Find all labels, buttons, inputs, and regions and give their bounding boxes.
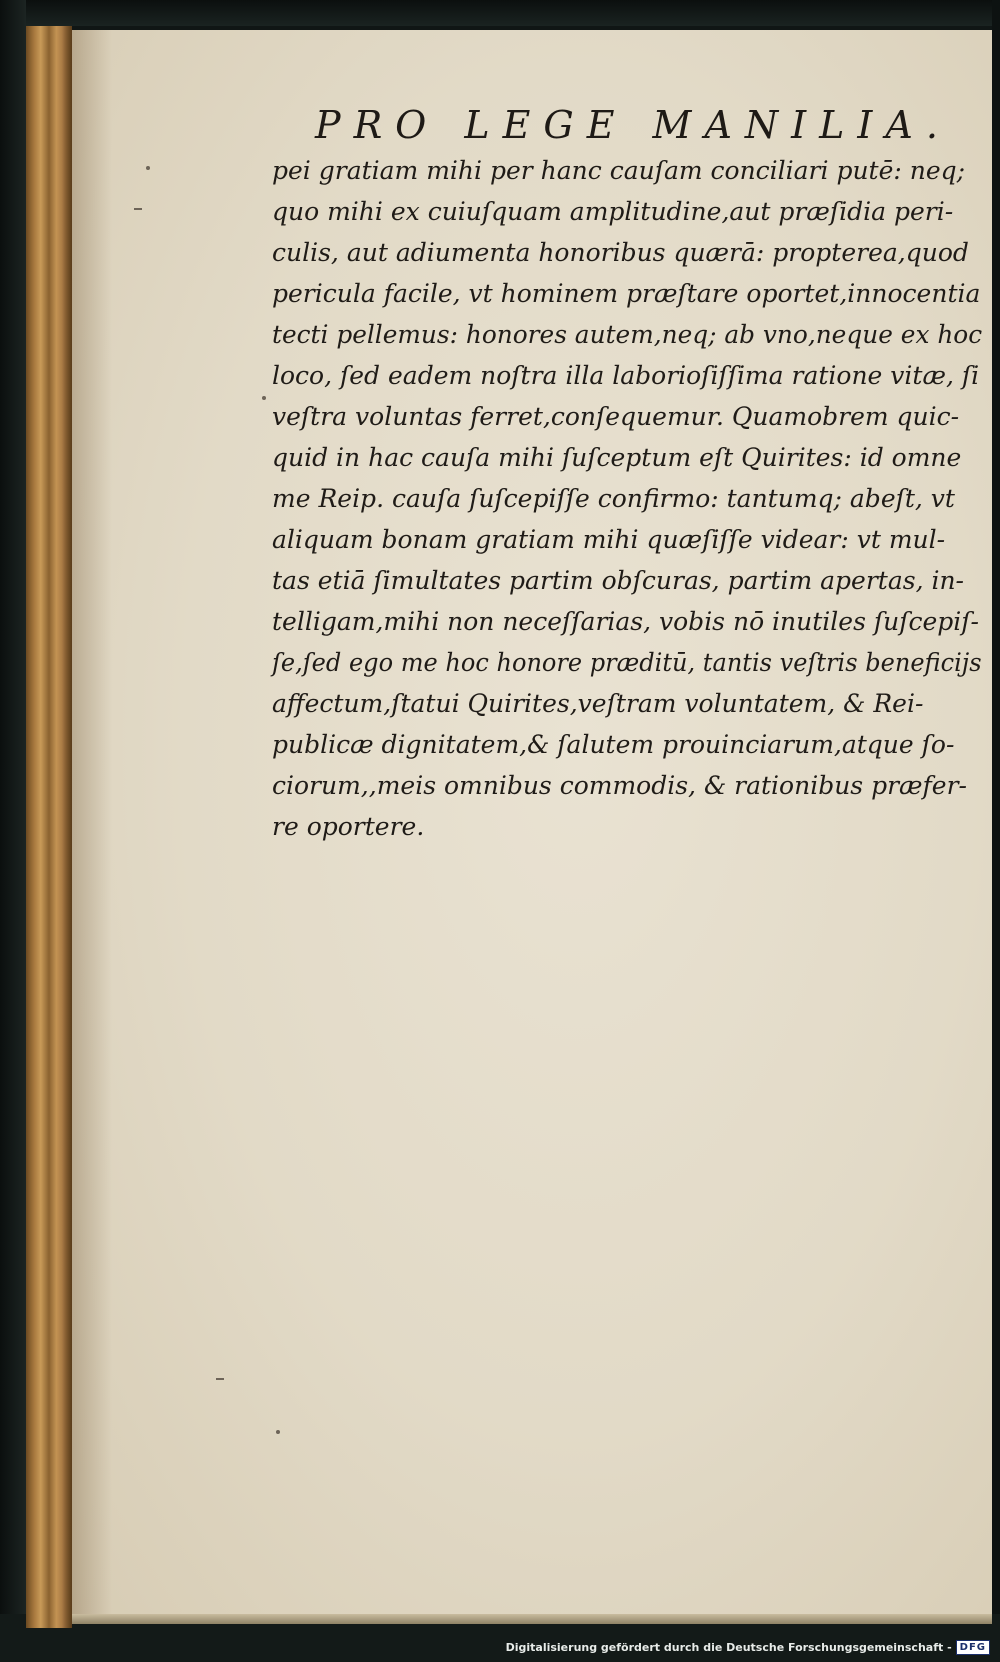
text-line: veſtra voluntas ferret,conſequemur. Quamobrem quic- — [272, 402, 960, 431]
text-line: culis, aut adiumenta honoribus quærā: propterea,quod — [272, 238, 969, 267]
body-text — [272, 150, 982, 847]
text-line: ſe,ſed ego me hoc honore præditū, tantis veſtris beneficijs — [272, 648, 982, 677]
text-line: publicæ dignitatem,& ſalutem prouinciarum,atque ſo- — [272, 730, 955, 759]
margin-speck — [216, 1378, 224, 1380]
text-line: quid in hac cauſa mihi ſuſceptum eſt Quirites: id omne — [272, 443, 962, 472]
margin-speck — [134, 208, 142, 210]
text-line: affectum,ſtatui Quirites,veſtram voluntatem, & Rei- — [272, 689, 924, 718]
page-bottom-edge — [72, 1614, 992, 1624]
dfg-logo-icon: DFG — [956, 1640, 990, 1655]
text-line: ciorum,,meis omnibus commodis, & rationibus præfer- — [272, 771, 967, 800]
text-line: re oportere. — [272, 812, 425, 841]
scanner-frame-top — [0, 0, 1000, 26]
text-line: tas etiā ſimultates partim obſcuras, partim apertas, in- — [272, 566, 965, 595]
margin-speck — [146, 166, 150, 170]
text-line: pericula facile, vt hominem præſtare oportet,innocentia — [272, 279, 981, 308]
text-line: pei gratiam mihi per hanc cauſam conciliari putē: neq; — [272, 156, 966, 185]
scanner-frame-right — [992, 0, 1000, 1662]
scanner-frame-left — [0, 0, 26, 1662]
text-line: aliquam bonam gratiam mihi quæſiſſe videar: vt mul- — [272, 525, 946, 554]
credit-text: Digitalisierung gefördert durch die Deutsche Forschungsgemeinschaft - — [505, 1640, 952, 1654]
text-line: me Reip. cauſa ſuſcepiſſe confirmo: tantumq; abeſt, vt — [272, 484, 955, 513]
text-line: quo mihi ex cuiuſquam amplitudine,aut præſidia peri- — [272, 197, 954, 226]
text-line: tecti pellemus: honores autem,neq; ab vno,neque ex hoc — [272, 320, 983, 349]
margin-speck — [262, 396, 266, 400]
book-edge-shadow — [62, 26, 72, 1628]
margin-speck — [276, 1430, 280, 1434]
digitization-credit — [505, 1638, 990, 1656]
text-line: loco, ſed eadem noſtra illa laborioſiſſima ratione vitæ, ſi — [272, 361, 980, 390]
text-line: telligam,mihi non neceſſarias, vobis nō inutiles ſuſcepiſ- — [272, 607, 979, 636]
page-gutter-shadow — [72, 30, 112, 1624]
running-head: PRO LEGE MANILIA. — [315, 103, 951, 147]
